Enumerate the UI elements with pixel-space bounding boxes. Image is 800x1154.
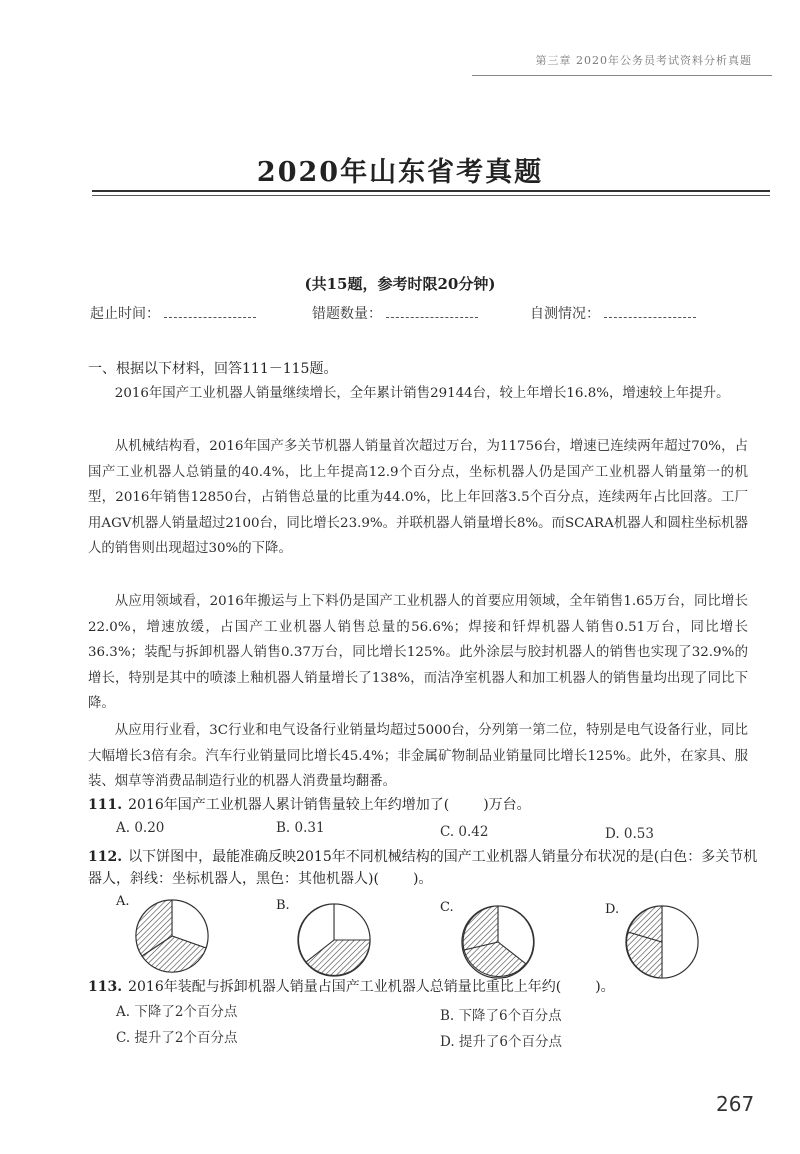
pie-option-a-label[interactable]: A. bbox=[116, 894, 130, 909]
start-time-blank bbox=[164, 305, 256, 318]
option-d[interactable]: D. 0.53 bbox=[605, 826, 654, 842]
material-paragraph: 2016年国产工业机器人销量继续增长，全年累计销售29144台，较上年增长16.8%，增速较上年提升。 bbox=[114, 386, 730, 401]
pie-chart-d[interactable] bbox=[624, 904, 700, 980]
option-b[interactable]: B. 0.31 bbox=[276, 820, 325, 836]
option-a[interactable]: A. 下降了2个百分点 bbox=[116, 1004, 238, 1020]
start-time-label: 起止时间： bbox=[90, 306, 160, 322]
errors-blank bbox=[386, 305, 478, 318]
question-stem: 2016年装配与拆卸机器人销量占国产工业机器人总销量比重比上年约( bbox=[128, 979, 562, 995]
title-rule-thin bbox=[92, 195, 770, 196]
self-check-blank bbox=[604, 305, 696, 318]
pie-option-d-label[interactable]: D. bbox=[605, 902, 620, 917]
material-paragraph: 从机械结构看，2016年国产多关节机器人销量首次超过万台，为11756台，增速已连续两年超过70%，占国产工业机器人总销量的40.4%，比上年提高12.9个百分点，坐标机器人仍是国产工业机器人销量第一的机型，2016年销售12850台，占销售总量的比重为44.0%，比上年回落3.5个百分点，连续两年占比回落。工厂用AGV机器人销量超过2100台，同比增长23.9%。并联机器人销量增长8%。而SCARA机器人和圆柱坐标机器人的销售则出现超过30%的下降。 bbox=[88, 439, 748, 556]
start-time-field bbox=[90, 303, 256, 323]
title-rule-thick bbox=[92, 190, 770, 192]
page-number: 267 bbox=[716, 1092, 755, 1116]
running-head: 第三章 2020年公务员考试资料分析真题 bbox=[535, 54, 752, 67]
errors-label: 错题数量： bbox=[312, 306, 382, 322]
question-stem: 以下饼图中，最能准确反映2015年不同机械结构的国产工业机器人销量分布状况的是(白色：多关节机器人，斜线：坐标机器人，黑色：其他机器人)( bbox=[88, 849, 758, 887]
question-number: 111. bbox=[88, 797, 123, 813]
self-check-label: 自测情况： bbox=[530, 306, 600, 322]
question-stem-end: )。 bbox=[412, 871, 433, 887]
question-number: 112. bbox=[88, 849, 123, 865]
self-check-field bbox=[530, 303, 696, 323]
option-c[interactable]: C. 0.42 bbox=[440, 824, 489, 840]
pie-chart-b[interactable] bbox=[296, 902, 372, 978]
subtitle: (共15题，参考时限20分钟) bbox=[304, 275, 496, 293]
pie-chart-c[interactable] bbox=[460, 904, 536, 980]
question-111 bbox=[88, 794, 758, 816]
section-heading: 一、根据以下材料，回答111－115题。 bbox=[88, 361, 338, 377]
option-d[interactable]: D. 提升了6个百分点 bbox=[440, 1034, 563, 1050]
pie-option-b-label[interactable]: B. bbox=[276, 898, 290, 913]
page-title: 2020年山东省考真题 bbox=[256, 157, 544, 188]
material-paragraph: 从应用行业看，3C行业和电气设备行业销量均超过5000台，分列第一第二位，特别是电气设备行业，同比大幅增长3倍有余。汽车行业销量同比增长45.4%；非金属矿物制品业销量同比增长125%。此外，在家具、服装、烟草等消费品制造行业的机器人消费量均翻番。 bbox=[88, 723, 748, 789]
option-a[interactable]: A. 0.20 bbox=[116, 820, 165, 836]
question-113 bbox=[88, 976, 758, 998]
pie-chart-a[interactable] bbox=[134, 898, 210, 974]
option-c[interactable]: C. 提升了2个百分点 bbox=[116, 1030, 238, 1046]
option-b[interactable]: B. 下降了6个百分点 bbox=[440, 1008, 562, 1024]
errors-field bbox=[312, 303, 478, 323]
question-number: 113. bbox=[88, 979, 123, 995]
header-rule bbox=[472, 75, 772, 76]
question-stem-end: )万台。 bbox=[483, 797, 531, 813]
question-stem: 2016年国产工业机器人累计销售量较上年约增加了( bbox=[128, 797, 450, 813]
question-112 bbox=[88, 846, 758, 890]
question-stem-end: )。 bbox=[595, 979, 615, 995]
pie-option-c-label[interactable]: C. bbox=[440, 900, 454, 915]
material-paragraph: 从应用领域看，2016年搬运与上下料仍是国产工业机器人的首要应用领域，全年销售1.65万台，同比增长22.0%，增速放缓，占国产工业机器人销售总量的56.6%；焊接和钎焊机器人销售0.51万台，同比增长36.3%；装配与拆卸机器人销售0.37万台，同比增长125%。此外涂层与胶封机器人的销售也实现了32.9%的增长，特别是其中的喷漆上釉机器人销量增长了138%，而洁净室机器人和加工机器人的销售量均出现了同比下降。 bbox=[88, 594, 748, 711]
